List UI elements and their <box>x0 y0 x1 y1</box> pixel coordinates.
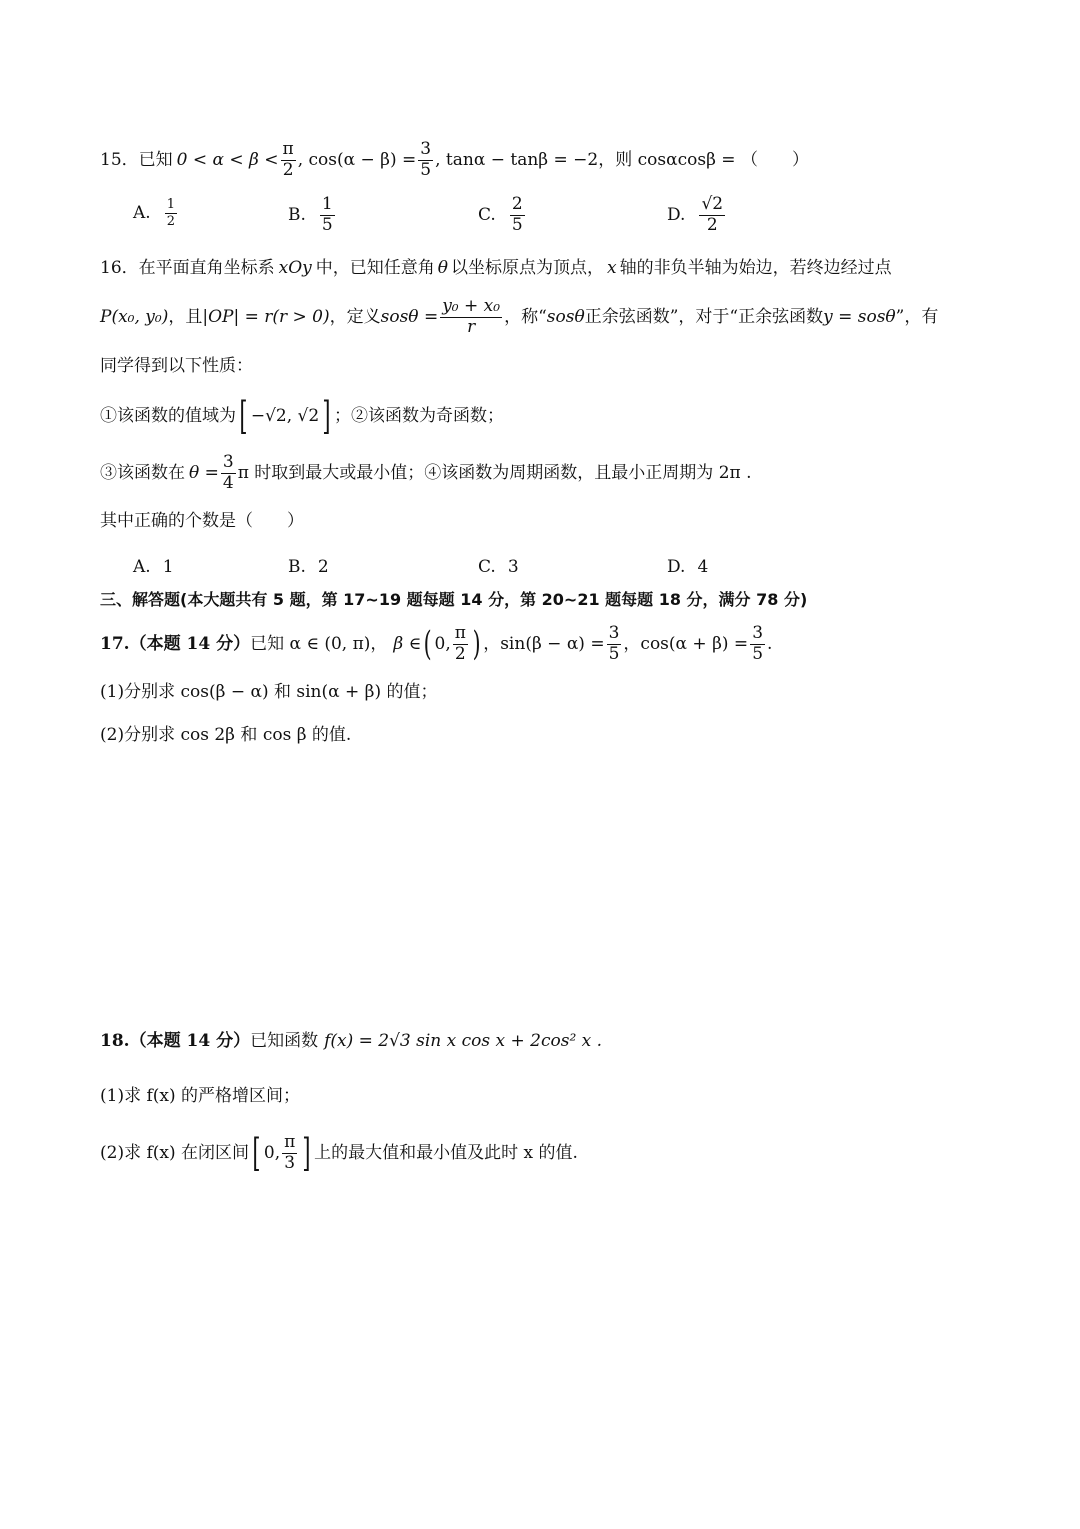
q16-option-a: A. 1 <box>133 557 174 577</box>
q18-sub-1: (1)求 f(x) 的严格增区间； <box>100 1086 301 1106</box>
question-15-stem <box>100 140 809 180</box>
q17-sub-1: (1)分别求 cos(β − α) 和 sin(α + β) 的值； <box>100 682 438 702</box>
q15-condition-1: 0 < α < β < <box>176 149 279 170</box>
q18-number: 18.（本题 14 分） <box>100 1030 251 1051</box>
q16-option-d: D. 4 <box>667 557 709 577</box>
q17-stem: 17.（本题 14 分） 已知 α ∈ (0, π)， β ∈ ( 0, $\frac{\pi}{2}$ ) ，sin(β − α) = $\frac{3}{5}$ ，cos(α + β) = $\frac{3}{5}$ . <box>100 622 773 664</box>
q16-line-3: 同学得到以下性质： <box>100 356 253 376</box>
section-3-heading: 三、解答题(本大题共有 5 题，第 17~19 题每题 14 分，第 20~21 题每题 18 分，满分 78 分) <box>100 590 808 609</box>
q15-option-a: A. $\frac{1}{2}$ <box>133 197 175 229</box>
q16-sos-fraction: $\frac{\text{y₀ + x₀}}{r}$ <box>442 295 501 337</box>
q15-option-c: C. $\frac{2}{5}$ <box>478 194 523 235</box>
q16-line-5: ③该函数在 θ = $\frac{3}{4}$ π 时取到最大或最小值；④该函数为周期函数，且最小正周期为 2π . <box>100 451 752 493</box>
q18-stem: 18.（本题 14 分） 已知函数 f(x) = 2√3 sin x cos x + 2cos² x . <box>100 1030 603 1051</box>
q17-number: 17.（本题 14 分） <box>100 633 251 654</box>
q15-option-b: B. $\frac{1}{5}$ <box>288 194 333 235</box>
q15-fraction-3-5: $\frac{3}{5}$ <box>420 138 432 180</box>
q16-line-2: P(x₀, y₀) ，且 |OP| = r(r > 0) ，定义 sosθ = $\frac{\text{y₀ + x₀}}{r}$ ，称“ sosθ 正余弦函数”，对于“正余弦函数 y = sosθ ”，有 <box>100 295 939 337</box>
q16-line-1: 16．在平面直角坐标系 xOy 中，已知任意角 θ 以坐标原点为顶点， x 轴的非负半轴为始边，若终边经过点 <box>100 257 892 278</box>
q16-line-4: ①该函数的值域为 [ −√2, √2 ] ；②该函数为奇函数； <box>100 394 505 438</box>
q16-line-6: 其中正确的个数是（ ） <box>100 511 304 531</box>
q16-option-c: C. 3 <box>478 557 519 577</box>
q16-option-b: B. 2 <box>288 557 329 577</box>
q17-sub-2: (2)分别求 cos 2β 和 cos β 的值. <box>100 725 352 745</box>
q15-option-d: D. $\frac{√2}{2}$ <box>667 194 724 235</box>
q18-sub-2: (2)求 f(x) 在闭区间 [ 0, $\frac{\pi}{3}$ ] 上的最大值和最小值及此时 x 的值. <box>100 1131 578 1175</box>
q15-condition-3: , tanα − tanβ = −2 <box>435 149 599 170</box>
q15-tail: ，则 cosαcosβ = （ ） <box>598 149 809 170</box>
q15-prefix: 15．已知 <box>100 149 173 170</box>
q15-condition-2: , cos(α − β) = <box>297 149 417 170</box>
q15-pi-over-2: $\frac{\pi}{2}$ <box>282 138 294 180</box>
